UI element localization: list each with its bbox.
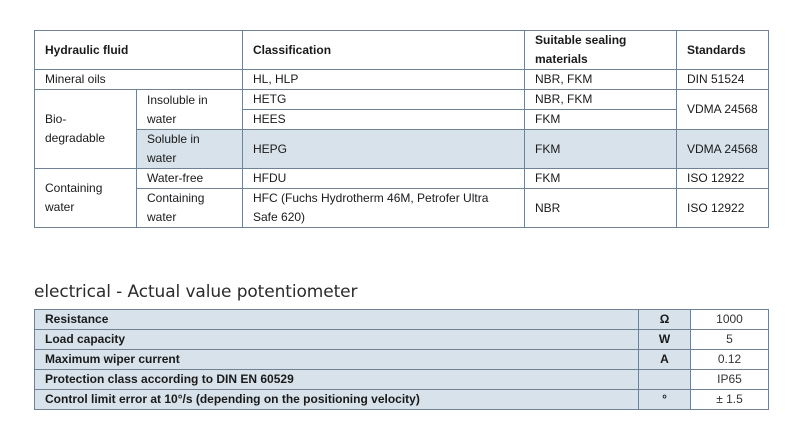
sealing-cell: FKM <box>525 110 677 130</box>
header-classification: Classification <box>243 31 525 70</box>
standard-cell: VDMA 24568 <box>677 130 769 169</box>
header-sealing-materials: Suitable sealing materials <box>525 31 677 70</box>
classification-cell: HFDU <box>243 169 525 189</box>
spec-label: Load capacity <box>35 330 639 350</box>
sealing-cell: NBR, FKM <box>525 70 677 90</box>
spec-label: Resistance <box>35 310 639 330</box>
standard-cell: DIN 51524 <box>677 70 769 90</box>
table-row <box>35 390 769 410</box>
group-bio-degradable: Bio-degradable <box>35 90 137 169</box>
table-row <box>35 90 769 110</box>
standard-cell: VDMA 24568 <box>677 90 769 130</box>
spec-unit: ° <box>639 390 691 410</box>
spec-unit <box>639 370 691 390</box>
spec-value: 5 <box>691 330 769 350</box>
spec-label: Protection class according to DIN EN 60529 <box>35 370 639 390</box>
table-row <box>35 310 769 330</box>
sealing-cell: FKM <box>525 130 677 169</box>
spec-label: Maximum wiper current <box>35 350 639 370</box>
spec-unit: A <box>639 350 691 370</box>
header-standards: Standards <box>677 31 769 70</box>
subgroup-insoluble: Insoluble in water <box>137 90 243 130</box>
table-header-row <box>35 31 769 70</box>
standard-cell: ISO 12922 <box>677 169 769 189</box>
section-title: electrical - Actual value potentiometer <box>34 282 358 302</box>
spec-unit: W <box>639 330 691 350</box>
table-row <box>35 370 769 390</box>
subgroup-water-free: Water-free <box>137 169 243 189</box>
spec-value: 0.12 <box>691 350 769 370</box>
classification-cell: HEPG <box>243 130 525 169</box>
spec-unit: Ω <box>639 310 691 330</box>
table-row-highlighted <box>35 130 769 169</box>
classification-cell: HL, HLP <box>243 70 525 90</box>
electrical-table <box>34 309 769 410</box>
subgroup-soluble: Soluble in water <box>137 130 243 169</box>
spec-value: ± 1.5 <box>691 390 769 410</box>
classification-cell: HETG <box>243 90 525 110</box>
table-row <box>35 350 769 370</box>
sealing-cell: NBR <box>525 189 677 228</box>
sealing-cell: FKM <box>525 169 677 189</box>
fluid-cell: Mineral oils <box>35 70 243 90</box>
table-row <box>35 70 769 90</box>
spec-value: 1000 <box>691 310 769 330</box>
sealing-cell: NBR, FKM <box>525 90 677 110</box>
table-row <box>35 169 769 189</box>
table-row <box>35 330 769 350</box>
hydraulic-fluids-table <box>34 30 769 228</box>
standard-cell: ISO 12922 <box>677 189 769 228</box>
spec-value: IP65 <box>691 370 769 390</box>
spec-label: Control limit error at 10°/s (depending on the positioning velocity) <box>35 390 639 410</box>
group-containing-water: Containing water <box>35 169 137 228</box>
classification-cell: HFC (Fuchs Hydrotherm 46M, Petrofer Ultra Safe 620) <box>243 189 525 228</box>
classification-cell: HEES <box>243 110 525 130</box>
table-row <box>35 189 769 228</box>
subgroup-containing-water: Containing water <box>137 189 243 228</box>
header-hydraulic-fluid: Hydraulic fluid <box>35 31 243 70</box>
